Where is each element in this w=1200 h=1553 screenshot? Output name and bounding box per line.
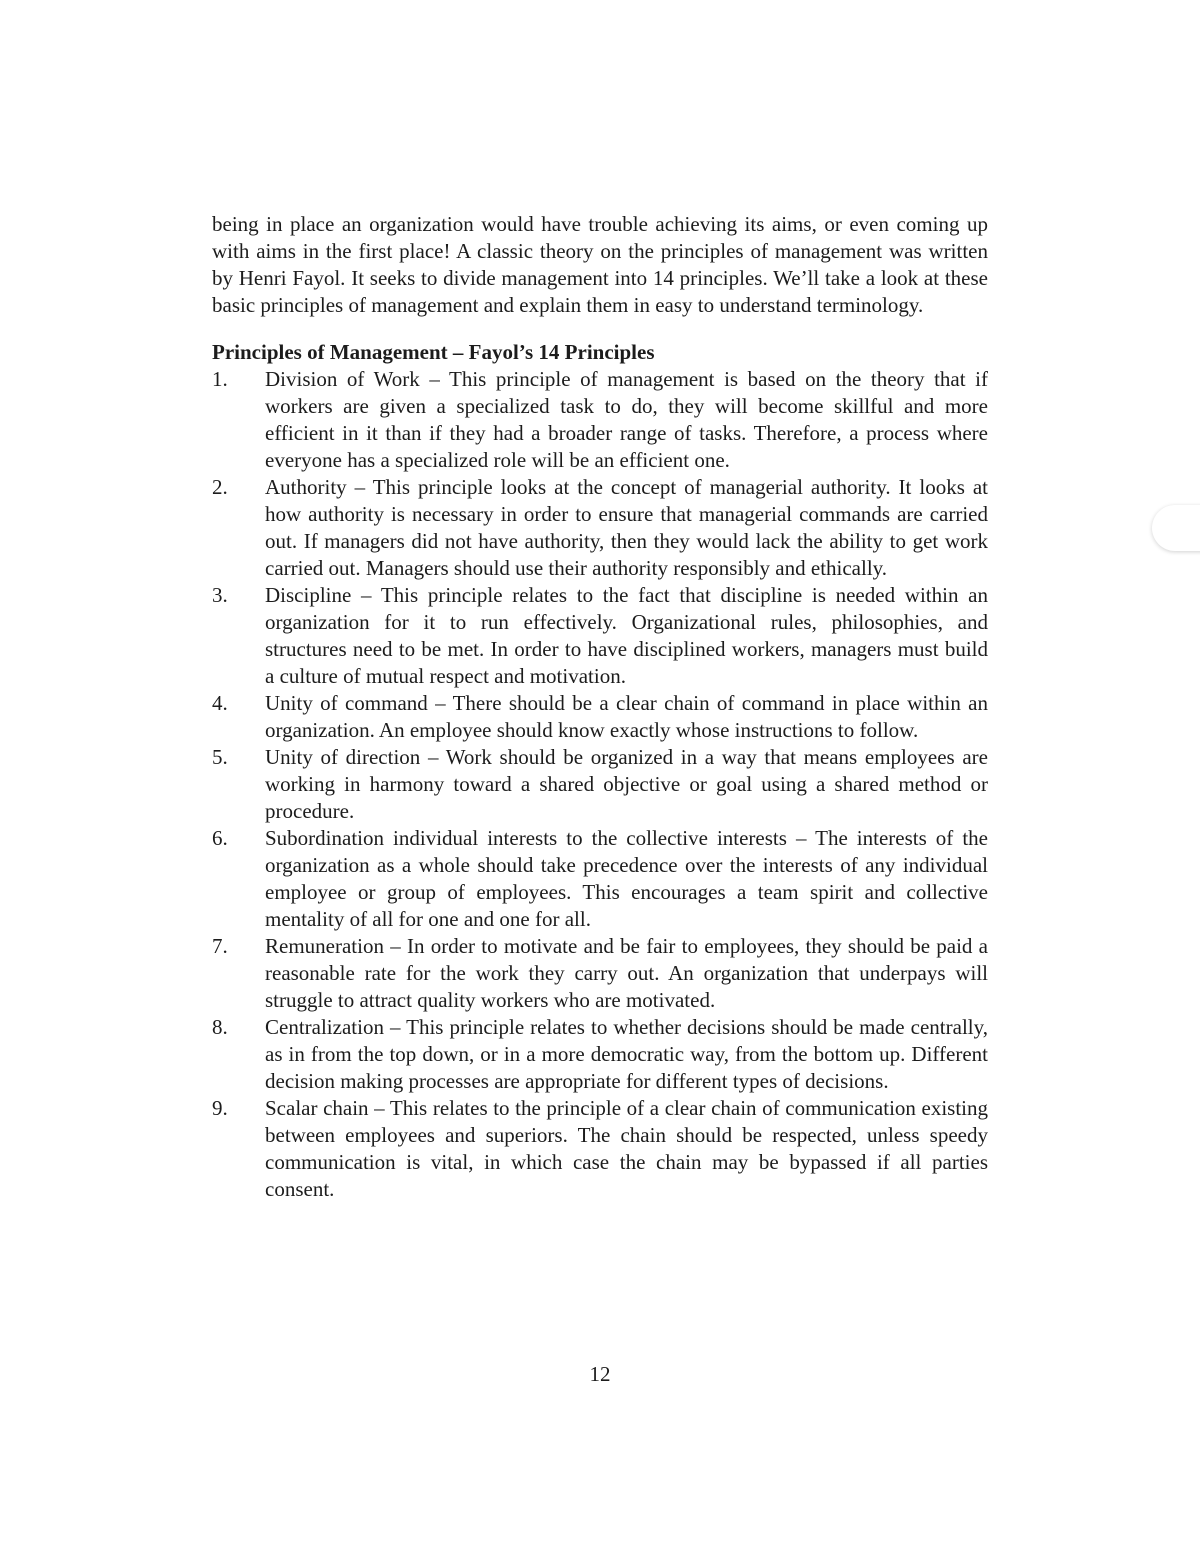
list-item-number: 2. (212, 475, 228, 499)
list-item (212, 825, 988, 933)
list-item (212, 933, 988, 1014)
list-item (212, 366, 988, 474)
list-item-text: Scalar chain – This relates to the principle of a clear chain of communication existing between employees and superiors. The chain should be respected, unless speedy communication is vital, in which case the chain may be bypassed if all parties consent. (265, 1096, 988, 1201)
list-item-text: Subordination individual interests to the collective interests – The interests of the organization as a whole should take precedence over the interests of any individual employee or group of employees. This encourages a team spirit and collective mentality of all for one and one for all. (265, 826, 988, 931)
list-item-number: 6. (212, 826, 228, 850)
list-item (212, 582, 988, 690)
list-item (212, 474, 988, 582)
list-item-text: Authority – This principle looks at the concept of managerial authority. It looks at how authority is necessary in order to ensure that managerial commands are carried out. If managers did not have authority, then they would lack the ability to get work carried out. Managers should use their authority responsibly and ethically. (265, 475, 988, 580)
list-item-text: Discipline – This principle relates to the fact that discipline is needed within an organization for it to run effectively. Organizational rules, philosophies, and structures need to be met. In order to have disciplined workers, managers must build a culture of mutual respect and motivation. (265, 583, 988, 688)
list-item-text: Remuneration – In order to motivate and be fair to employees, they should be paid a reasonable rate for the work they carry out. An organization that underpays will struggle to attract quality workers who are motivated. (265, 934, 988, 1012)
list-item (212, 1014, 988, 1095)
section-heading: Principles of Management – Fayol’s 14 Principles (212, 340, 655, 364)
page-number: 12 (589, 1362, 611, 1386)
list-item-number: 3. (212, 583, 228, 607)
intro-paragraph: being in place an organization would have trouble achieving its aims, or even coming up with aims in the first place! A classic theory on the principles of management was written by Henri Fayol. It seeks to divide management into 14 principles. We’ll take a look at these basic principles of management and explain them in easy to understand terminology. (212, 212, 988, 317)
principles-list (212, 366, 988, 1203)
list-item-number: 4. (212, 691, 228, 715)
list-item-number: 5. (212, 745, 228, 769)
list-item-text: Division of Work – This principle of management is based on the theory that if workers are given a specialized task to do, they will become skillful and more efficient in it than if they had a broader range of tasks. Therefore, a process where everyone has a specialized role will be an efficient one. (265, 367, 988, 472)
list-item (212, 1095, 988, 1203)
list-item-number: 1. (212, 367, 228, 391)
side-panel-tab[interactable] (1152, 505, 1200, 551)
list-item-number: 7. (212, 934, 228, 958)
list-item-text: Unity of direction – Work should be organized in a way that means employees are working in harmony toward a shared objective or goal using a shared method or procedure. (265, 745, 988, 823)
list-item (212, 744, 988, 825)
list-item (212, 690, 988, 744)
list-item-text: Centralization – This principle relates to whether decisions should be made centrally, as in from the top down, or in a more democratic way, from the bottom up. Different decision making processes are appropriate for different types of decisions. (265, 1015, 988, 1093)
list-item-number: 8. (212, 1015, 228, 1039)
list-item-text: Unity of command – There should be a clear chain of command in place within an organization. An employee should know exactly whose instructions to follow. (265, 691, 988, 742)
list-item-number: 9. (212, 1096, 228, 1120)
page-content (212, 211, 988, 1203)
